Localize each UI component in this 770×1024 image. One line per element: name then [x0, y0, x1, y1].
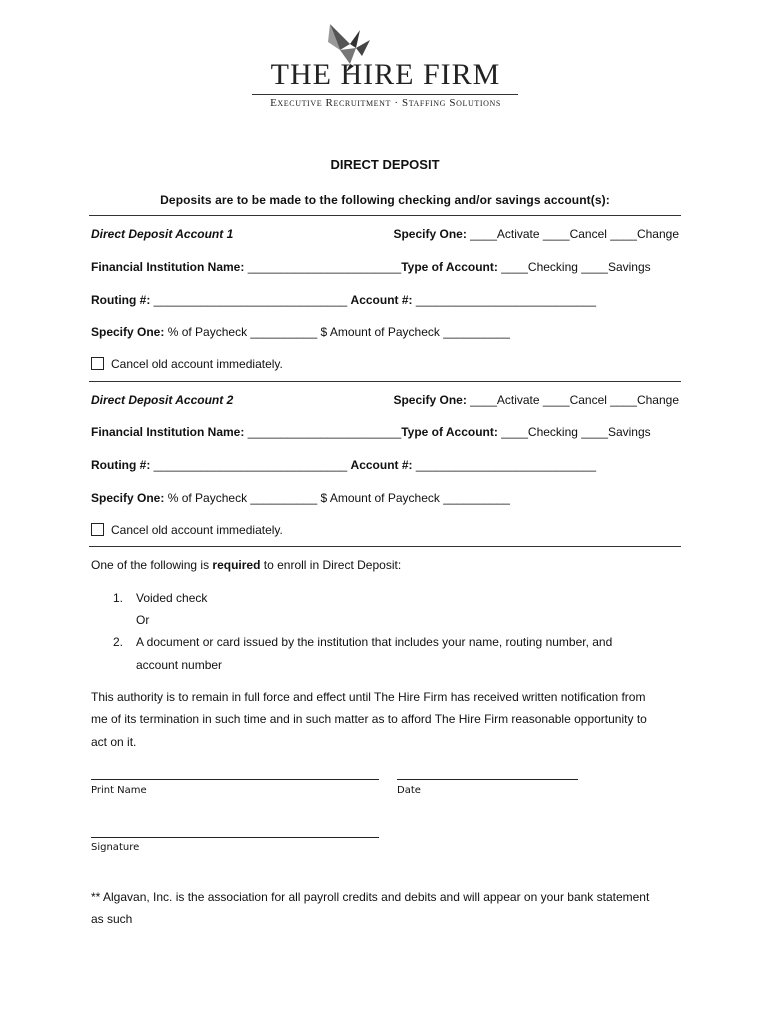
list-item: account number [136, 658, 223, 672]
date-label: Date [397, 785, 421, 796]
account-2-amount-row: Specify One: % of Paycheck __________ $ Amount of Paycheck __________ [91, 491, 510, 505]
company-logo [248, 18, 523, 113]
divider [89, 215, 681, 216]
print-name-label: Print Name [91, 785, 147, 796]
account-1-cancel-checkbox[interactable] [91, 357, 104, 370]
signature-label: Signature [91, 842, 140, 853]
account-2-heading: Direct Deposit Account 2 [91, 393, 234, 407]
account-1-heading: Direct Deposit Account 1 [91, 227, 234, 241]
account-2-cancel-checkbox[interactable] [91, 523, 104, 536]
account-2-cancel-label: Cancel old account immediately. [111, 523, 283, 537]
account-1-routing-row: Routing #: _____________________________ Account #: ___________________________ [91, 293, 597, 307]
account-2-routing-row: Routing #: _____________________________ Account #: ___________________________ [91, 458, 597, 472]
footnote-text: ** Algavan, Inc. is the association for all payroll credits and debits and will appear on your bank statement [91, 890, 650, 904]
form-title: DIRECT DEPOSIT [330, 157, 440, 172]
logo-wordmark: THE HIRE FIRM [270, 58, 501, 91]
list-item: Or [136, 613, 150, 627]
list-item: Voided check [136, 591, 208, 605]
form-subtitle: Deposits are to be made to the following checking and/or savings account(s): [160, 193, 610, 207]
divider [89, 546, 681, 547]
signature-line[interactable] [91, 837, 379, 838]
account-1-specify: Specify One: ____Activate ____Cancel ____Change [393, 227, 679, 241]
list-item-number: 2. [113, 635, 124, 649]
footnote-text: as such [91, 912, 133, 926]
date-line[interactable] [397, 779, 578, 780]
logo-divider [252, 94, 518, 95]
authority-text: me of its termination in such time and in such matter as to afford The Hire Firm reasonable opportunity to [91, 712, 647, 726]
list-item: A document or card issued by the institution that includes your name, routing number, and [136, 635, 613, 649]
authority-text: This authority is to remain in full force and effect until The Hire Firm has received written notification from [91, 690, 646, 704]
authority-text: act on it. [91, 735, 137, 749]
requirement-intro: One of the following is required to enroll in Direct Deposit: [91, 558, 402, 572]
account-1-cancel-label: Cancel old account immediately. [111, 357, 283, 371]
divider [89, 381, 681, 382]
account-2-institution-row: Financial Institution Name: _______________________Type of Account: ____Checking ____Savings [91, 425, 651, 439]
print-name-line[interactable] [91, 779, 379, 780]
list-item-number: 1. [113, 591, 124, 605]
logo-tagline: Executive Recruitment · Staffing Solutions [270, 97, 501, 109]
account-1-institution-row: Financial Institution Name: _______________________Type of Account: ____Checking ____Savings [91, 260, 651, 274]
account-1-amount-row: Specify One: % of Paycheck __________ $ Amount of Paycheck __________ [91, 325, 510, 339]
account-2-specify: Specify One: ____Activate ____Cancel ____Change [393, 393, 679, 407]
